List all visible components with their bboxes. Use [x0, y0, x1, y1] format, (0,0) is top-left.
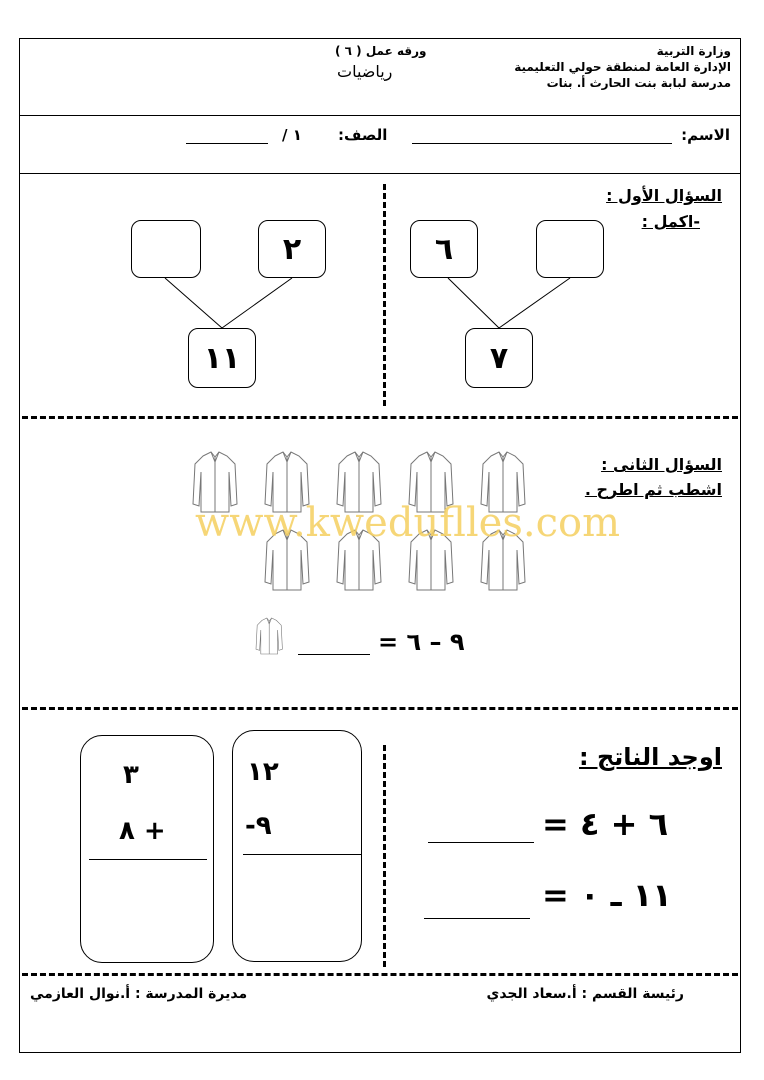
tree-right-left-box: ٦	[410, 220, 478, 278]
q2-instruction: اشطب ثم اطرح .	[584, 480, 722, 499]
name-label: الاسم:	[681, 126, 730, 144]
q3-eq2-answer[interactable]	[424, 918, 530, 919]
class-label: الصف:	[338, 126, 388, 144]
class-value: ١ /	[282, 126, 302, 144]
card-left-top: ٣	[123, 760, 139, 790]
q2-title: السؤال الثانى :	[601, 455, 722, 474]
q2-equation: ٩ – ٦ =	[378, 628, 465, 656]
q3-eq1: ٦ + ٤ =	[542, 805, 669, 843]
tree-right-total-box: ٧	[465, 328, 533, 388]
card-left-line	[89, 859, 207, 860]
vertical-subtraction-card	[232, 730, 362, 962]
head-of-dept: رئيسة القسم : أ.سعاد الجدي	[486, 986, 684, 1002]
card-right-line	[243, 854, 361, 855]
q3-eq1-answer[interactable]	[428, 842, 534, 843]
q3-eq2: ١١ ـ ٠ =	[542, 876, 672, 914]
section-divider-2	[22, 707, 738, 710]
q3-vertical-divider	[383, 745, 386, 967]
ministry-text: وزارة التربية	[656, 44, 731, 58]
q1-title: السؤال الأول :	[606, 186, 722, 205]
school-text: مدرسة لبابة بنت الحارث أ. بنات	[546, 76, 731, 90]
principal: مديرة المدرسة : أ.نوال العازمي	[30, 986, 248, 1002]
directorate-text: الإدارة العامة لمنطقة حولي التعليمية	[514, 60, 731, 74]
tree-left-total-box: ١١	[188, 328, 256, 388]
worksheet-title: ورقه عمل ( ٦ )	[335, 44, 427, 58]
q3-title: اوجد الناتج :	[579, 743, 722, 771]
card-right-top: ١٢	[247, 757, 279, 787]
subject-title: رياضيات	[337, 62, 393, 81]
section-divider-3	[22, 973, 738, 976]
tree-left-right-box: ٢	[258, 220, 326, 278]
q2-answer-field[interactable]	[298, 654, 370, 655]
card-left-bottom: + ٨	[119, 816, 166, 846]
vertical-addition-card	[80, 735, 214, 963]
q1-instruction: -اكمل :	[641, 212, 700, 231]
shirt-icon	[256, 618, 282, 654]
watermark-text: www.kweduflles.com	[195, 500, 620, 546]
card-right-bottom: ٩-	[245, 811, 272, 841]
